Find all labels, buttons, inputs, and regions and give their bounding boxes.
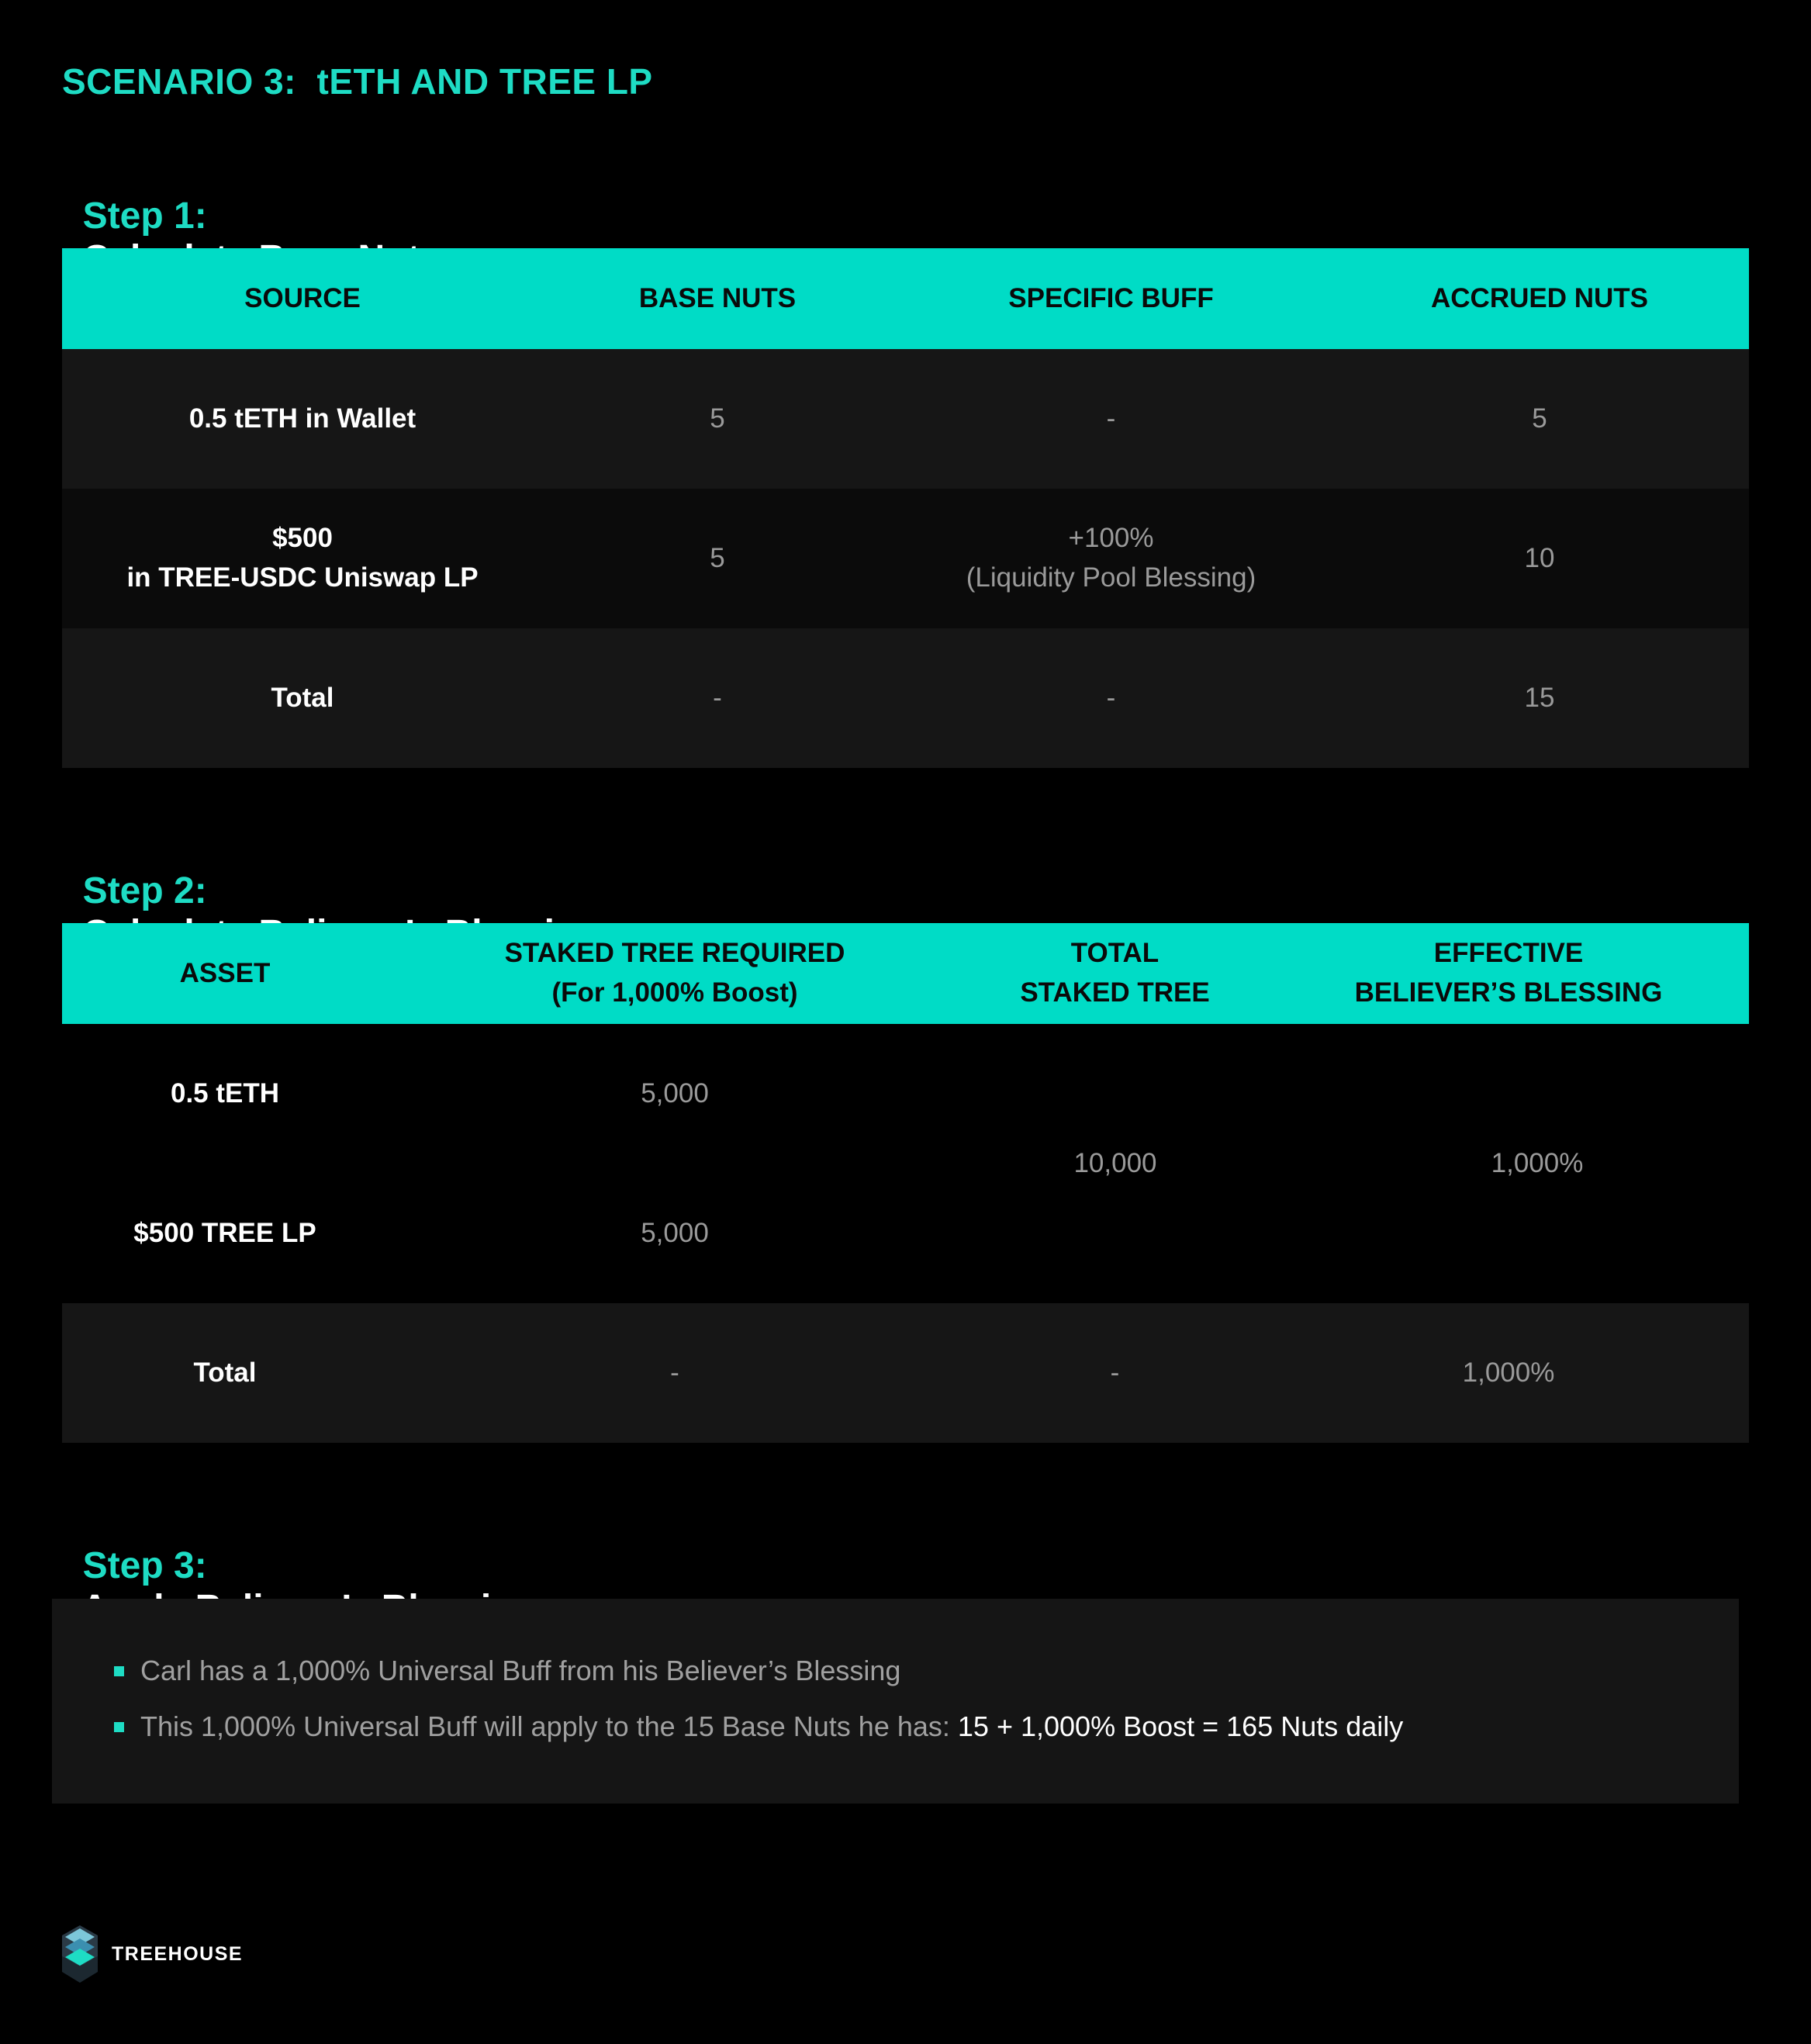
header-base-nuts: BASE NUTS <box>638 282 797 313</box>
header-effective-blessing: EFFECTIVE BELIEVER’S BLESSING <box>1354 938 1663 1008</box>
asset-tree-lp-required: 5,000 <box>641 1218 709 1248</box>
row-accrued-nuts: 10 <box>1524 542 1555 573</box>
row-source: $500 in TREE-USDC Uniswap LP <box>126 523 479 593</box>
bullet-square-icon <box>114 1722 124 1732</box>
row-base-nuts: - <box>713 682 722 713</box>
step2-number: Step 2: <box>82 870 207 911</box>
step3-number: Step 3: <box>82 1545 207 1586</box>
believers-blessing-table <box>62 923 1749 1443</box>
row-source: Total <box>271 682 334 713</box>
row-specific-buff: +100% (Liquidity Pool Blessing) <box>966 523 1256 593</box>
table-body <box>62 1024 1749 1303</box>
scenario-title: SCENARIO 3: tETH AND TREE LP <box>62 61 653 102</box>
treehouse-logo <box>62 1925 243 1983</box>
table-row-total <box>62 1303 1749 1443</box>
header-staked-tree-required: STAKED TREE REQUIRED (For 1,000% Boost) <box>504 938 845 1008</box>
row-source: 0.5 tETH in Wallet <box>188 403 416 434</box>
asset-teth-required: 5,000 <box>641 1078 709 1108</box>
asset-tree-lp: $500 TREE LP <box>133 1218 316 1248</box>
treehouse-logo-icon <box>62 1925 98 1983</box>
table-row-total <box>62 628 1749 768</box>
bullet-highlight: 15 + 1,000% Boost = 165 Nuts daily <box>957 1710 1404 1742</box>
bullet-square-icon <box>114 1666 124 1676</box>
header-accrued-nuts: ACCRUED NUTS <box>1431 282 1648 313</box>
row-base-nuts: 5 <box>710 403 725 434</box>
bullet-text: Carl has a 1,000% Universal Buff from his Believer’s Blessing <box>140 1655 901 1686</box>
header-asset: ASSET <box>179 957 271 988</box>
row-accrued-nuts: 15 <box>1524 682 1555 713</box>
summary-box <box>52 1599 1739 1804</box>
base-nuts-table <box>62 248 1749 768</box>
table-row <box>62 489 1749 628</box>
effective-blessing-value: 1,000% <box>1491 1148 1584 1178</box>
header-total-staked-tree: TOTAL STAKED TREE <box>1020 938 1210 1008</box>
row-total-staked: - <box>1110 1357 1120 1388</box>
table-row <box>62 349 1749 489</box>
table-header <box>62 923 1749 1024</box>
asset-teth: 0.5 tETH <box>170 1078 280 1108</box>
bullet-text: This 1,000% Universal Buff will apply to the 15 Base Nuts he has: <box>140 1710 958 1742</box>
summary-bullet <box>114 1710 1403 1743</box>
header-specific-buff: SPECIFIC BUFF <box>1008 282 1214 313</box>
brand-name: TREEHOUSE <box>112 1942 244 1965</box>
summary-bullet <box>114 1655 900 1687</box>
row-effective-blessing: 1,000% <box>1462 1357 1555 1388</box>
row-specific-buff: - <box>1106 682 1116 713</box>
header-source: SOURCE <box>244 282 361 313</box>
table-header <box>62 248 1749 349</box>
row-asset: Total <box>193 1357 257 1388</box>
row-specific-buff: - <box>1106 403 1116 434</box>
total-staked-tree-value: 10,000 <box>1073 1148 1157 1178</box>
row-base-nuts: 5 <box>710 542 725 573</box>
row-accrued-nuts: 5 <box>1532 403 1547 434</box>
row-staked-required: - <box>670 1357 679 1388</box>
step1-number: Step 1: <box>82 195 207 237</box>
